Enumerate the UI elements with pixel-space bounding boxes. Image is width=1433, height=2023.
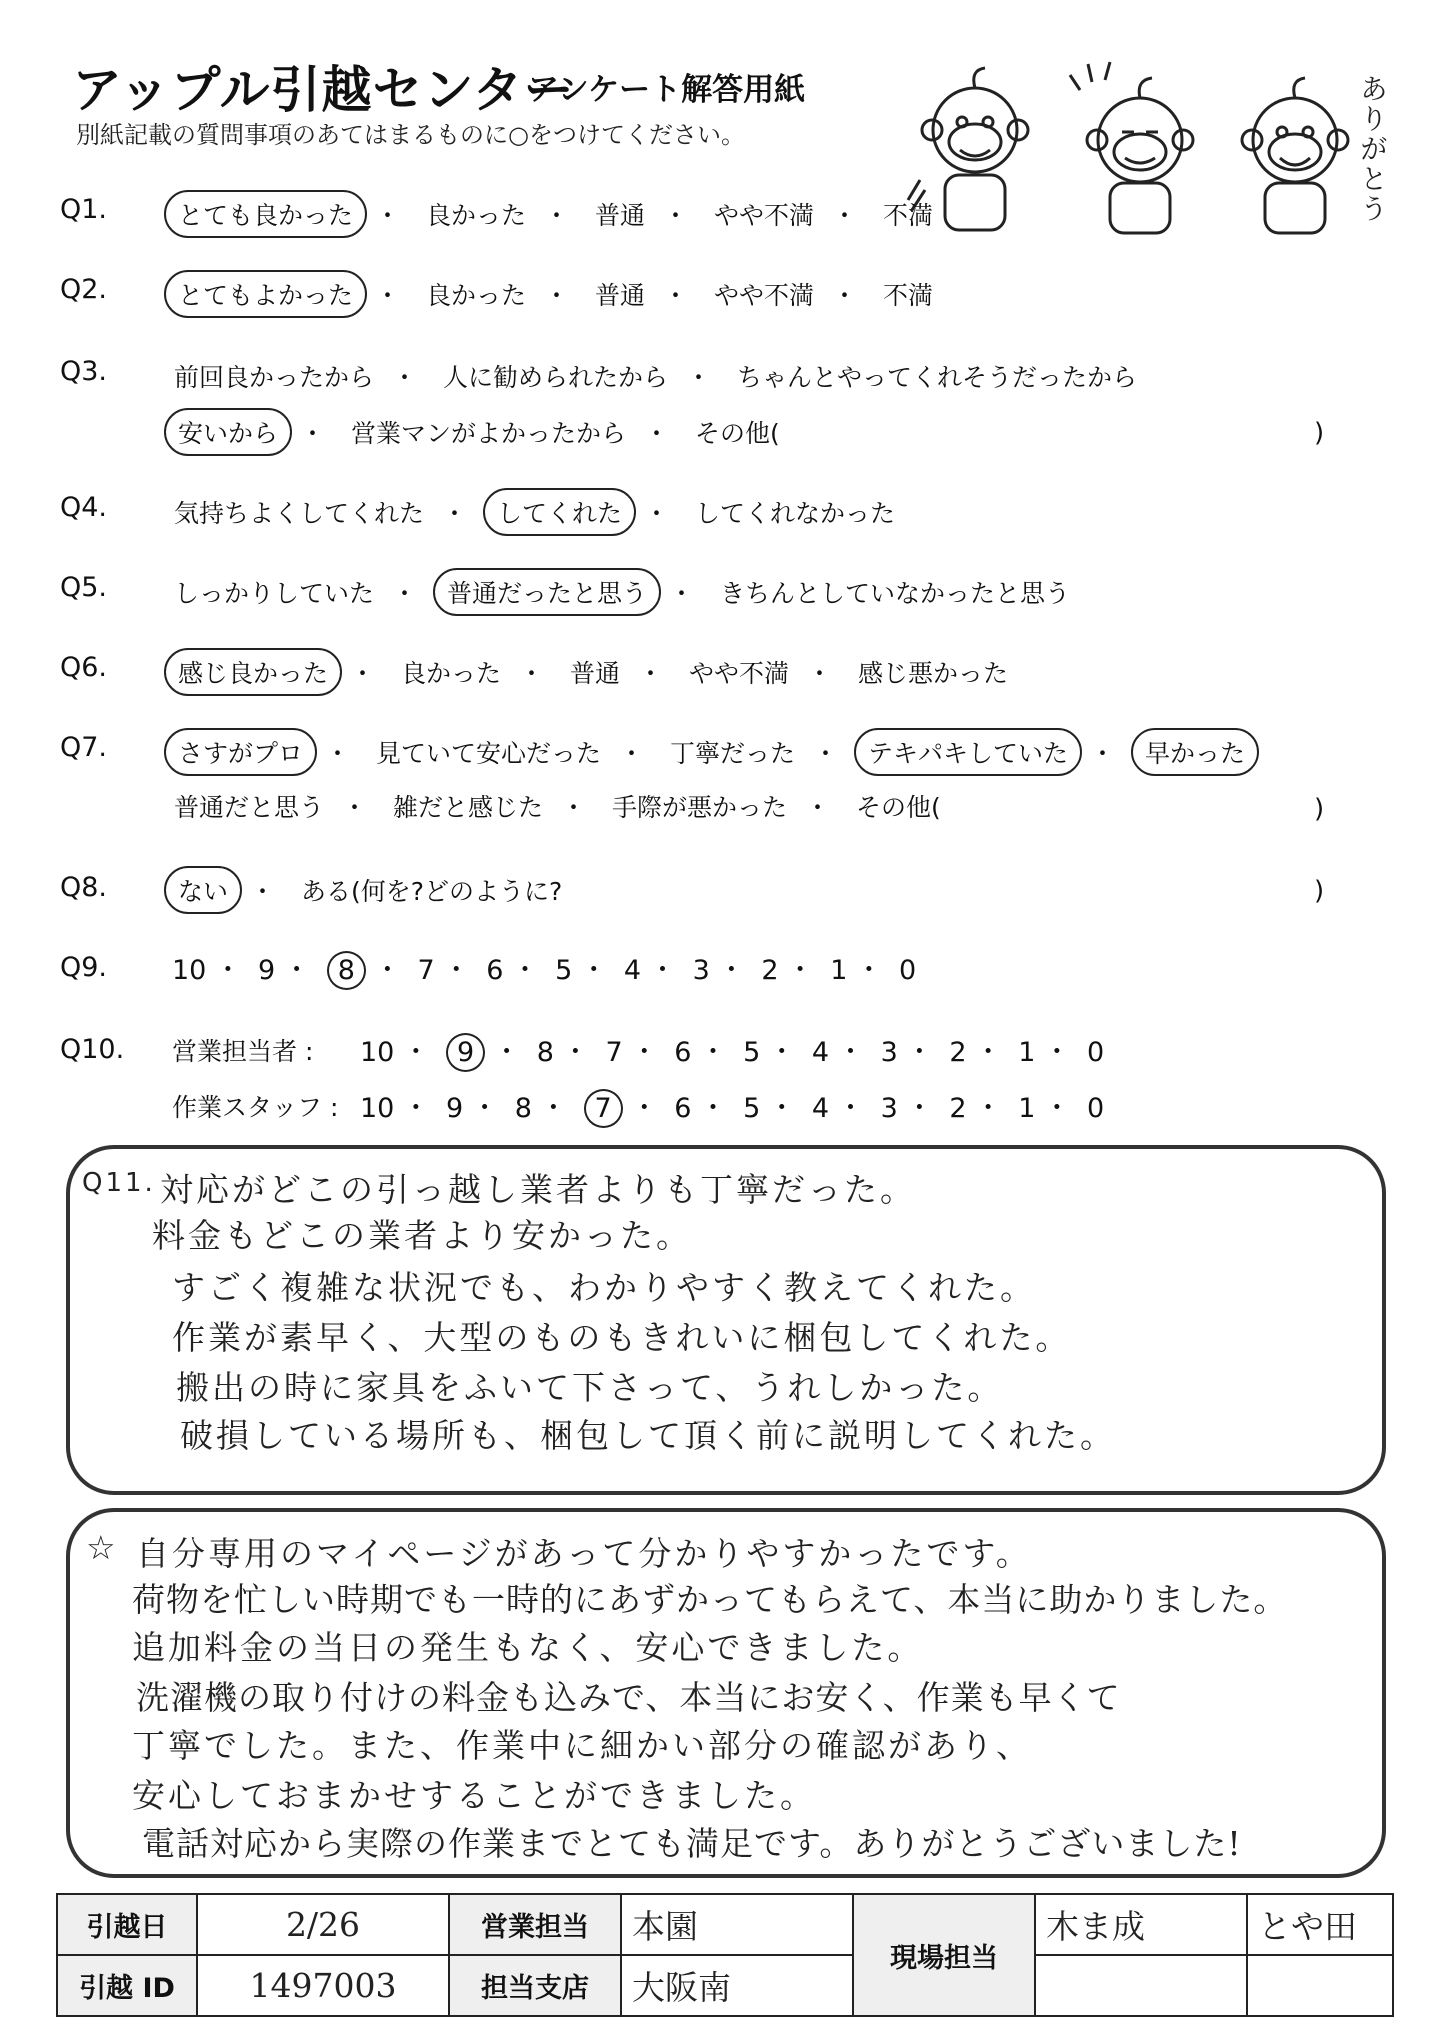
form-subtitle: アンケート解答用紙 [528,72,806,108]
q8-option-1[interactable]: ない [164,866,242,914]
q7-option-5[interactable]: 早かった [1131,728,1259,776]
q11-line-6: 破損している場所も、梱包して頂く前に説明してくれた。 [180,1416,1116,1455]
q10-staff-score-1[interactable]: 1 [1018,1093,1036,1124]
q11-line-5: 搬出の時に家具をふいて下さって、うれしかった。 [176,1368,1004,1407]
site-label: 現場担当 [853,1894,1035,2016]
site-staff-2[interactable]: とや田 [1247,1894,1393,1955]
site-staff-empty-1[interactable] [1035,1955,1247,2016]
q2-option-5[interactable]: 不満 [882,281,933,310]
q3-option-2[interactable]: 人に勧められたから [442,363,668,392]
q3-option-1[interactable]: 前回良かったから [174,363,375,392]
q9-score-8[interactable]: 8 [327,951,366,990]
mascot-illustration [900,50,1370,250]
q7-option-3[interactable]: 丁寧だった [669,739,795,768]
q4-options: 気持ちよくしてくれた ・ してくれた ・ してくれなかった [164,488,905,536]
branch-value[interactable]: 大阪南 [621,1955,853,2016]
comment-line-7: 電話対応から実際の作業までとても満足です。ありがとうございました! [142,1824,1242,1863]
q9-score-3[interactable]: 3 [692,955,710,986]
q4-option-2[interactable]: してくれた [483,488,636,536]
q1-option-5[interactable]: 不満 [882,201,933,230]
q5-option-3[interactable]: きちんとしていなかったと思う [719,579,1070,608]
q9-score-7[interactable]: 7 [417,955,435,986]
q7-option-4[interactable]: テキパキしていた [854,728,1082,776]
q3-option-3[interactable]: ちゃんとやってくれそうだったから [736,363,1137,392]
q4-label: Q4. [60,492,108,523]
q5-option-1[interactable]: しっかりしていた [174,579,375,608]
q6-option-5[interactable]: 感じ悪かった [857,659,1008,688]
q5-option-2[interactable]: 普通だったと思う [433,568,661,616]
q9-scale: 10 ・ 9 ・ 8 ・ 7 ・ 6 ・ 5 ・ 4 ・ 3 ・ 2 ・ 1 ・ 0 [172,948,916,990]
comment-line-1: 自分専用のマイページがあって分かりやすかったです。 [136,1534,1032,1573]
q1-option-1[interactable]: とても良かった [164,190,367,238]
q5-options: しっかりしていた ・ 普通だったと思う ・ きちんとしていなかったと思う [164,568,1080,616]
q10-sales-label: 営業担当者 : [172,1037,314,1066]
comment-line-4: 洗濯機の取り付けの料金も込みで、本当にお安く、作業も早くて [136,1678,1121,1717]
q3-close-paren: ) [1314,418,1325,448]
q9-score-6[interactable]: 6 [486,955,504,986]
branch-label: 担当支店 [449,1955,621,2016]
q1-option-3[interactable]: 普通 [594,201,645,230]
q10-staff-score-3[interactable]: 3 [880,1093,898,1124]
q2-option-2[interactable]: 良かった [425,281,526,310]
move-date-label: 引越日 [57,1894,197,1955]
q6-option-4[interactable]: やや不満 [688,659,789,688]
q10-sales-score-9[interactable]: 9 [446,1033,485,1072]
q6-option-2[interactable]: 良かった [400,659,501,688]
q10-staff-score-7[interactable]: 7 [584,1089,623,1128]
star-mark: ☆ [86,1528,119,1567]
q2-options: とてもよかった ・ 良かった ・ 普通 ・ やや不満 ・ 不満 [164,270,943,318]
q8-option-2[interactable]: ある(何を?どのように? [300,877,563,906]
footer-info-table [56,1893,1394,2017]
q7-option-2[interactable]: 見ていて安心だった [375,739,601,768]
q7-label: Q7. [60,732,108,763]
move-date-value[interactable]: 2/26 [197,1894,449,1955]
q9-score-0[interactable]: 0 [898,955,917,986]
q8-options: ない ・ ある(何を?どのように? [164,866,572,914]
instruction-text: 別紙記載の質問事項のあてはまるものに○をつけてください。 [76,121,745,149]
comment-line-2: 荷物を忙しい時期でも一時的にあずかってもらえて、本当に助かりました。 [132,1580,1288,1619]
q6-option-3[interactable]: 普通 [569,659,620,688]
q7-option-7[interactable]: 雑だと感じた [392,793,543,822]
q10-sales-score-7[interactable]: 7 [605,1037,623,1068]
q3-option-5[interactable]: 営業マンがよかったから [350,419,626,448]
q10-sales-score-5[interactable]: 5 [743,1037,761,1068]
q9-score-5[interactable]: 5 [555,955,573,986]
q3-options-line2: 安いから ・ 営業マンがよかったから ・ その他( [164,408,790,456]
comment-line-3: 追加料金の当日の発生もなく、安心できました。 [132,1628,924,1667]
comment-line-6: 安心しておまかせすることができました。 [132,1776,816,1815]
q10-sales-score-0[interactable]: 0 [1086,1037,1105,1068]
q10-sales-score-10[interactable]: 10 [360,1037,395,1068]
q7-option-1[interactable]: さすがプロ [164,728,317,776]
move-id-value[interactable]: 1497003 [197,1955,449,2016]
q11-label: Q11. [82,1168,156,1198]
q2-option-3[interactable]: 普通 [594,281,645,310]
q1-option-2[interactable]: 良かった [425,201,526,230]
q10-sales-scale: 10 ・ 9 ・ 8 ・ 7 ・ 6 ・ 5 ・ 4 ・ 3 ・ 2 ・ 1 ・ 0 [360,1030,1104,1072]
q10-sales-score-6[interactable]: 6 [674,1037,692,1068]
q10-staff-score-10[interactable]: 10 [360,1093,395,1124]
sales-value[interactable]: 本園 [621,1894,853,1955]
q11-line-1: 対応がどこの引っ越し業者よりも丁寧だった。 [160,1170,916,1209]
q11-line-3: すごく複雑な状況でも、わかりやすく教えてくれた。 [172,1268,1036,1307]
thanks-text: ありがとう [1356,74,1389,224]
q10-sales-score-1[interactable]: 1 [1018,1037,1036,1068]
q10-staff-score-5[interactable]: 5 [743,1093,761,1124]
q9-score-2[interactable]: 2 [761,955,779,986]
q4-option-3[interactable]: してくれなかった [694,499,895,528]
sales-label: 営業担当 [449,1894,621,1955]
q7-close-paren: ) [1314,794,1325,824]
q10-staff-score-8[interactable]: 8 [514,1093,532,1124]
q9-score-9[interactable]: 9 [257,955,276,986]
q8-label: Q8. [60,872,108,903]
q1-options: とても良かった ・ 良かった ・ 普通 ・ やや不満 ・ 不満 [164,190,943,238]
q7-options-line1: さすがプロ ・ 見ていて安心だった ・ 丁寧だった ・ テキパキしていた ・ 早かった [164,728,1259,776]
brand-title: アップル引越センター [72,61,575,119]
site-staff-empty-2[interactable] [1247,1955,1393,2016]
q10-sales-score-2[interactable]: 2 [949,1037,967,1068]
q10-sales-score-3[interactable]: 3 [880,1037,898,1068]
q3-label: Q3. [60,356,108,387]
comment-line-5: 丁寧でした。また、作業中に細かい部分の確認があり、 [132,1726,1032,1765]
q2-option-1[interactable]: とてもよかった [164,270,367,318]
q3-options-line1: 前回良かったから ・ 人に勧められたから ・ ちゃんとやってくれそうだったから [164,354,1147,398]
q9-label: Q9. [60,952,108,983]
q9-score-4[interactable]: 4 [623,955,642,986]
q2-option-4[interactable]: やや不満 [713,281,814,310]
q10-staff-label: 作業スタッフ : [172,1093,339,1122]
q10-staff-score-4[interactable]: 4 [811,1093,830,1124]
q3-option-6[interactable]: その他( [694,419,780,448]
q10-staff-score-2[interactable]: 2 [949,1093,967,1124]
q10-staff-scale: 10 ・ 9 ・ 8 ・ 7 ・ 6 ・ 5 ・ 4 ・ 3 ・ 2 ・ 1 ・ 0 [360,1086,1104,1128]
q5-label: Q5. [60,572,108,603]
q11-line-2: 料金もどこの業者より安かった。 [152,1216,692,1255]
q10-staff-score-9[interactable]: 9 [445,1093,464,1124]
q9-score-1[interactable]: 1 [830,955,848,986]
q10-staff-score-6[interactable]: 6 [674,1093,692,1124]
q10-staff-score-0[interactable]: 0 [1086,1093,1105,1124]
q10-sales-score-4[interactable]: 4 [811,1037,830,1068]
q10-sales-score-8[interactable]: 8 [536,1037,554,1068]
site-staff-1[interactable]: 木ま成 [1035,1894,1247,1955]
q6-options: 感じ良かった ・ 良かった ・ 普通 ・ やや不満 ・ 感じ悪かった [164,648,1018,696]
q6-option-1[interactable]: 感じ良かった [164,648,342,696]
q11-line-4: 作業が素早く、大型のものもきれいに梱包してくれた。 [172,1318,1072,1357]
q9-score-10[interactable]: 10 [172,955,207,986]
q3-option-4[interactable]: 安いから [164,408,292,456]
q7-option-9[interactable]: その他( [855,793,941,822]
q4-option-1[interactable]: 気持ちよくしてくれた [174,499,425,528]
q7-option-8[interactable]: 手際が悪かった [611,793,787,822]
q1-option-4[interactable]: やや不満 [713,201,814,230]
q7-options-line2: 普通だと思う ・ 雑だと感じた ・ 手際が悪かった ・ その他( [164,784,951,828]
q1-label: Q1. [60,194,108,225]
q8-close-paren: ) [1314,876,1325,906]
move-id-label: 引越 ID [57,1955,197,2016]
q6-label: Q6. [60,652,108,683]
q7-option-6[interactable]: 普通だと思う [174,793,325,822]
q10-label: Q10. [60,1034,125,1065]
q2-label: Q2. [60,274,108,305]
